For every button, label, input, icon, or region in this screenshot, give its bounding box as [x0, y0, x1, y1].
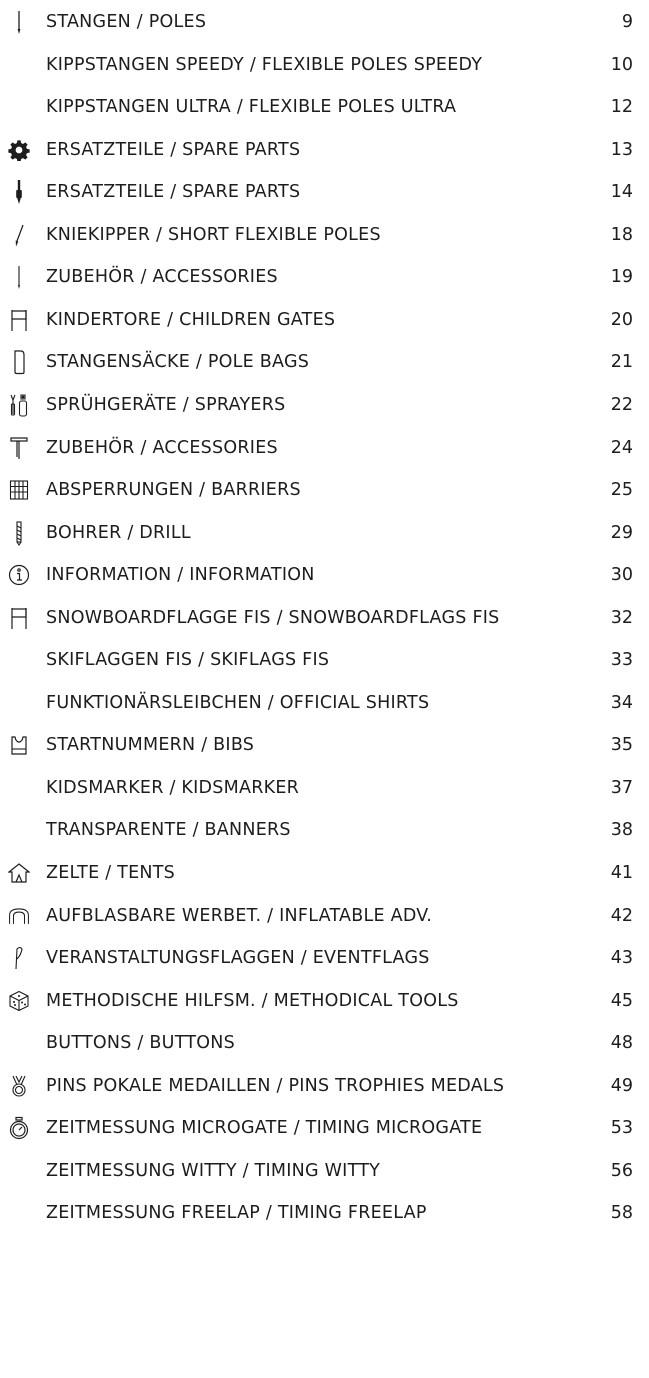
toc-page-number: 12 [610, 97, 633, 118]
toc-entry[interactable] [0, 725, 649, 765]
toc-entry-label: KIPPSTANGEN ULTRA / FLEXIBLE POLES ULTRA [46, 97, 457, 118]
toc-page-number: 24 [610, 437, 633, 458]
toc-page-number: 10 [610, 54, 633, 75]
toc-entry[interactable] [0, 2, 649, 42]
toc-entry[interactable] [0, 810, 649, 850]
toc-page-number: 19 [610, 267, 633, 288]
toc-entry-label: ERSATZTEILE / SPARE PARTS [46, 139, 301, 160]
toc-entry-label: METHODISCHE HILFSM. / METHODICAL TOOLS [46, 990, 459, 1011]
toc-page-number: 34 [610, 692, 633, 713]
toc-entry[interactable] [0, 1151, 649, 1191]
toc-page-number: 45 [610, 990, 633, 1011]
toc-entry-label: ZEITMESSUNG WITTY / TIMING WITTY [46, 1160, 381, 1181]
toc-entry[interactable] [0, 640, 649, 680]
toc-page-number: 22 [610, 394, 633, 415]
toc-entry-label: ZELTE / TENTS [46, 863, 176, 883]
pole-icon [8, 2, 30, 42]
toc-entry-label: KINDERTORE / CHILDREN GATES [46, 309, 336, 330]
toc-page-number: 21 [610, 352, 633, 373]
bib-icon [8, 725, 30, 765]
toc-page-number: 42 [610, 905, 633, 926]
toc-entry[interactable] [0, 938, 649, 978]
pole-accessory-icon [8, 257, 30, 297]
toc-entry[interactable] [0, 1066, 649, 1106]
toc-page-number: 14 [610, 182, 633, 203]
toc-page-number: 32 [610, 607, 633, 628]
toc-entry[interactable] [0, 257, 649, 297]
toc-entry-label: ZEITMESSUNG MICROGATE / TIMING MICROGATE [46, 1118, 483, 1139]
toc-entry-label: ZEITMESSUNG FREELAP / TIMING FREELAP [46, 1203, 427, 1224]
gear-icon [8, 130, 30, 170]
toc-entry[interactable] [0, 300, 649, 340]
toc-page-number: 20 [610, 309, 633, 330]
toc-page-number: 49 [610, 1075, 633, 1096]
toc-entry[interactable] [0, 1023, 649, 1063]
toc-entry-label: KIPPSTANGEN SPEEDY / FLEXIBLE POLES SPEEDY [46, 54, 483, 75]
toc-entry[interactable] [0, 130, 649, 170]
toc-entry[interactable] [0, 87, 649, 127]
toc-entry[interactable] [0, 428, 649, 468]
toc-page-number: 38 [610, 820, 633, 841]
info-icon [8, 555, 30, 595]
toc-entry-label: AUFBLASBARE WERBET. / INFLATABLE ADV. [46, 905, 433, 926]
toc-entry[interactable] [0, 555, 649, 595]
toc-page-number: 18 [610, 224, 633, 245]
toc-entry[interactable] [0, 215, 649, 255]
inflatable-arch-icon [8, 896, 30, 936]
flag-icon [8, 598, 30, 638]
toc-entry-label: SPRÜHGERÄTE / SPRAYERS [46, 394, 286, 415]
toc-entry[interactable] [0, 683, 649, 723]
toc-entry-label: PINS POKALE MEDAILLEN / PINS TROPHIES MEDALS [46, 1075, 505, 1096]
event-flag-icon [8, 938, 30, 978]
toc-entry-label: STARTNUMMERN / BIBS [46, 735, 255, 756]
toc-entry-label: STANGEN / POLES [46, 12, 207, 32]
toc-page-number: 30 [610, 565, 633, 586]
toc-page-number: 37 [610, 777, 633, 798]
spare-part-pole-icon [8, 172, 30, 212]
toc-entry[interactable] [0, 1108, 649, 1148]
toc-entry-label: FUNKTIONÄRSLEIBCHEN / OFFICIAL SHIRTS [46, 692, 430, 713]
toc-entry[interactable] [0, 598, 649, 638]
toc-page-number: 25 [610, 480, 633, 500]
short-pole-icon [8, 215, 30, 255]
toc-entry[interactable] [0, 853, 649, 893]
sprayer-icon [8, 385, 30, 425]
toc-entry-label: STANGENSÄCKE / POLE BAGS [46, 352, 310, 373]
toc-page-number: 48 [610, 1033, 633, 1054]
toc-entry[interactable] [0, 513, 649, 553]
toc-entry[interactable] [0, 470, 649, 510]
toc-entry[interactable] [0, 172, 649, 212]
toc-page-number: 35 [610, 735, 633, 756]
toc-entry[interactable] [0, 1193, 649, 1233]
dice-icon [8, 981, 30, 1021]
toc-entry-label: ABSPERRUNGEN / BARRIERS [46, 480, 301, 500]
gate-icon [8, 300, 30, 340]
medal-icon [8, 1066, 30, 1106]
toc-entry-label: ERSATZTEILE / SPARE PARTS [46, 182, 301, 203]
toc-entry-label: SNOWBOARDFLAGGE FIS / SNOWBOARDFLAGS FIS [46, 607, 500, 628]
toc-page-number: 43 [610, 948, 633, 969]
tent-icon [8, 853, 30, 893]
toc-entry-label: ZUBEHÖR / ACCESSORIES [46, 267, 278, 288]
toc-entry-label: KIDSMARKER / KIDSMARKER [46, 777, 300, 798]
toc-page-number: 58 [610, 1203, 633, 1224]
toc-entry-label: BOHRER / DRILL [46, 522, 191, 543]
stopwatch-icon [8, 1108, 30, 1148]
toc-entry[interactable] [0, 45, 649, 85]
bag-icon [8, 342, 30, 382]
toc-page-number: 53 [610, 1118, 633, 1139]
toc-entry[interactable] [0, 981, 649, 1021]
toc-page-number: 9 [621, 12, 633, 32]
toc-page-number: 33 [610, 650, 633, 671]
toc-entry-label: KNIEKIPPER / SHORT FLEXIBLE POLES [46, 224, 381, 245]
toc-page-number: 56 [610, 1160, 633, 1181]
toc-page-number: 29 [610, 522, 633, 543]
toc-entry-label: INFORMATION / INFORMATION [46, 565, 315, 586]
toc-entry-label: VERANSTALTUNGSFLAGGEN / EVENTFLAGS [46, 948, 430, 969]
toc-entry-label: SKIFLAGGEN FIS / SKIFLAGS FIS [46, 650, 330, 671]
barrier-icon [8, 470, 30, 510]
toc-page-number: 41 [610, 863, 633, 883]
toc-entry-label: TRANSPARENTE / BANNERS [46, 820, 291, 841]
drill-icon [8, 513, 30, 553]
toc-entry[interactable] [0, 342, 649, 382]
toc-entry[interactable] [0, 896, 649, 936]
tool-icon [8, 428, 30, 468]
toc-entry-label: BUTTONS / BUTTONS [46, 1033, 235, 1054]
toc-page-number: 13 [610, 139, 633, 160]
toc-entry[interactable] [0, 768, 649, 808]
toc-entry-label: ZUBEHÖR / ACCESSORIES [46, 437, 278, 458]
toc-entry[interactable] [0, 385, 649, 425]
